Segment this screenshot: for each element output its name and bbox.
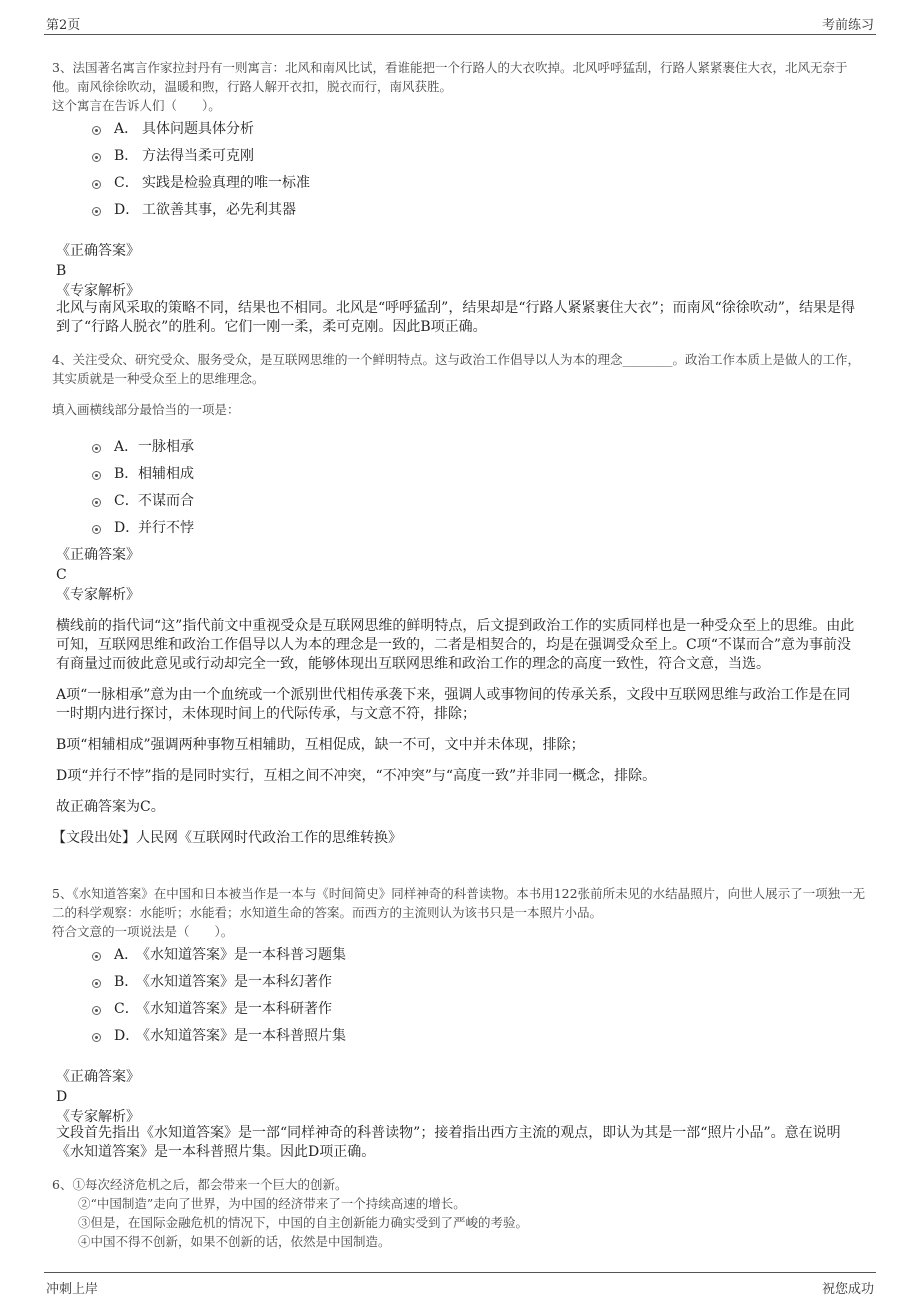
question-3-stem (52, 58, 872, 115)
question-4-answer (56, 545, 140, 605)
radio-icon[interactable] (92, 153, 101, 162)
answer-title: 《正确答案》 (56, 1069, 140, 1085)
answer-value: B (56, 263, 67, 279)
footer-divider (44, 1272, 876, 1273)
question-6-stem (52, 1175, 528, 1251)
answer-value: C (56, 567, 67, 583)
analysis-title: 《专家解析》 (56, 587, 140, 603)
analysis-paragraph: B项“相辅相成”强调两种事物互相辅助，互相促成，缺一不可，文中并未体现，排除； (56, 737, 585, 753)
question-4-text: 4、关注受众、研究受众、服务受众，是互联网思维的一个鲜明特点。这与政治工作倡导以人为本的理念________。政治工作本质上是做人的工作，其实质就是一种受众至上的思维理念。 (52, 352, 860, 386)
analysis-paragraph: A项“一脉相承”意为由一个血统或一个派别世代相传承袭下来，强调人或事物间的传承关系，文段中互联网思维与政治工作是在同一时期内进行探讨，未体现时间上的代际传承，与文意不符，排除； (56, 687, 851, 722)
header-title: 考前练习 (821, 18, 874, 33)
radio-icon[interactable] (92, 444, 101, 453)
radio-icon[interactable] (92, 498, 101, 507)
question-4-prompt: 填入画横线部分最恰当的一项是： (52, 402, 240, 417)
analysis-text: 文段首先指出《水知道答案》是一部“同样神奇的科普读物”；接着指出西方主流的观点，即认为其是一部“照片小品”。意在说明《水知道答案》是一本科普照片集。因此D项正确。 (56, 1125, 841, 1160)
page-footer (0, 1268, 920, 1302)
footer-left-text: 冲刺上岸 (46, 1282, 99, 1297)
analysis-paragraph: 横线前的指代词“这”指代前文中重视受众是互联网思维的鲜明特点，后文提到政治工作的实质同样也是一种受众至上的思维。由此可知，互联网思维和政治工作倡导以人为本的理念是一致的，二者是相契合的，均是在强调受众至上。C项“不谋而合”意为事前没有商量过而彼此意见或行动却完全一致，能够体现出互联网思维和政治工作的理念的高度一致性，符合文意，当选。 (56, 618, 855, 672)
analysis-paragraph: D项“并行不悖”指的是同时实行，互相之间不冲突，“不冲突”与“高度一致”并非同一概念，排除。 (56, 768, 657, 784)
question-5-prompt: 符合文意的一项说法是（ ）。 (52, 924, 234, 939)
radio-icon[interactable] (92, 180, 101, 189)
question-5-stem (52, 884, 872, 941)
question-3-answer (56, 241, 140, 301)
question-4-stem (52, 350, 872, 419)
question-5-answer (56, 1067, 140, 1127)
question-4-analysis (52, 617, 864, 855)
radio-icon[interactable] (92, 952, 101, 961)
question-5-analysis (56, 1124, 864, 1162)
question-6-text: 6、①每次经济危机之后，都会带来一个巨大的创新。 (52, 1177, 348, 1192)
analysis-text: 北风与南风采取的策略不同，结果也不相同。北风是“呼呼猛刮”，结果却是“行路人紧紧裹住大衣”；而南风“徐徐吹动”，结果是得到了“行路人脱衣”的胜利。它们一刚一柔，柔可克刚。因此B项正确。 (56, 300, 855, 335)
analysis-title: 《专家解析》 (56, 283, 140, 299)
question-5-text: 5、《水知道答案》在中国和日本被当作是一本与《时间简史》同样神奇的科普读物。本书用122张前所未见的水结晶照片，向世人展示了一项独一无二的科学观察：水能听；水能看；水知道生命的答案。而西方的主流则认为该书只是一本照片小品。 (52, 886, 866, 920)
radio-icon[interactable] (92, 126, 101, 135)
radio-icon[interactable] (92, 1006, 101, 1015)
radio-icon[interactable] (92, 525, 101, 534)
answer-title: 《正确答案》 (56, 243, 140, 259)
question-3-analysis (56, 299, 864, 337)
answer-value: D (56, 1089, 68, 1105)
page-number: 第2页 (46, 18, 81, 33)
page-header (0, 0, 920, 38)
analysis-title: 《专家解析》 (56, 1109, 140, 1125)
question-3-prompt: 这个寓言在告诉人们（ ）。 (52, 98, 221, 113)
question-6-item: ③但是，在国际金融危机的情况下，中国的自主创新能力确实受到了严峻的考验。 (78, 1215, 529, 1230)
question-6-item: ④中国不得不创新，如果不创新的话，依然是中国制造。 (78, 1234, 391, 1249)
question-3-text: 3、法国著名寓言作家拉封丹有一则寓言：北风和南风比试，看谁能把一个行路人的大衣吹掉。北风呼呼猛刮，行路人紧紧裹住大衣，北风无奈于他。南风徐徐吹动，温暖和煦，行路人解开衣扣，脱衣而行，南风获胜。 (52, 60, 848, 94)
answer-title: 《正确答案》 (56, 547, 140, 563)
footer-right-text: 祝您成功 (821, 1282, 874, 1297)
header-divider (44, 34, 876, 35)
question-6-item: ②“中国制造”走向了世界，为中国的经济带来了一个持续高速的增长。 (78, 1196, 466, 1211)
source-citation: 【文段出处】人民网《互联网时代政治工作的思维转换》 (52, 830, 402, 846)
analysis-paragraph: 故正确答案为C。 (56, 799, 165, 815)
radio-icon[interactable] (92, 1033, 101, 1042)
radio-icon[interactable] (92, 207, 101, 216)
radio-icon[interactable] (92, 471, 101, 480)
radio-icon[interactable] (92, 979, 101, 988)
